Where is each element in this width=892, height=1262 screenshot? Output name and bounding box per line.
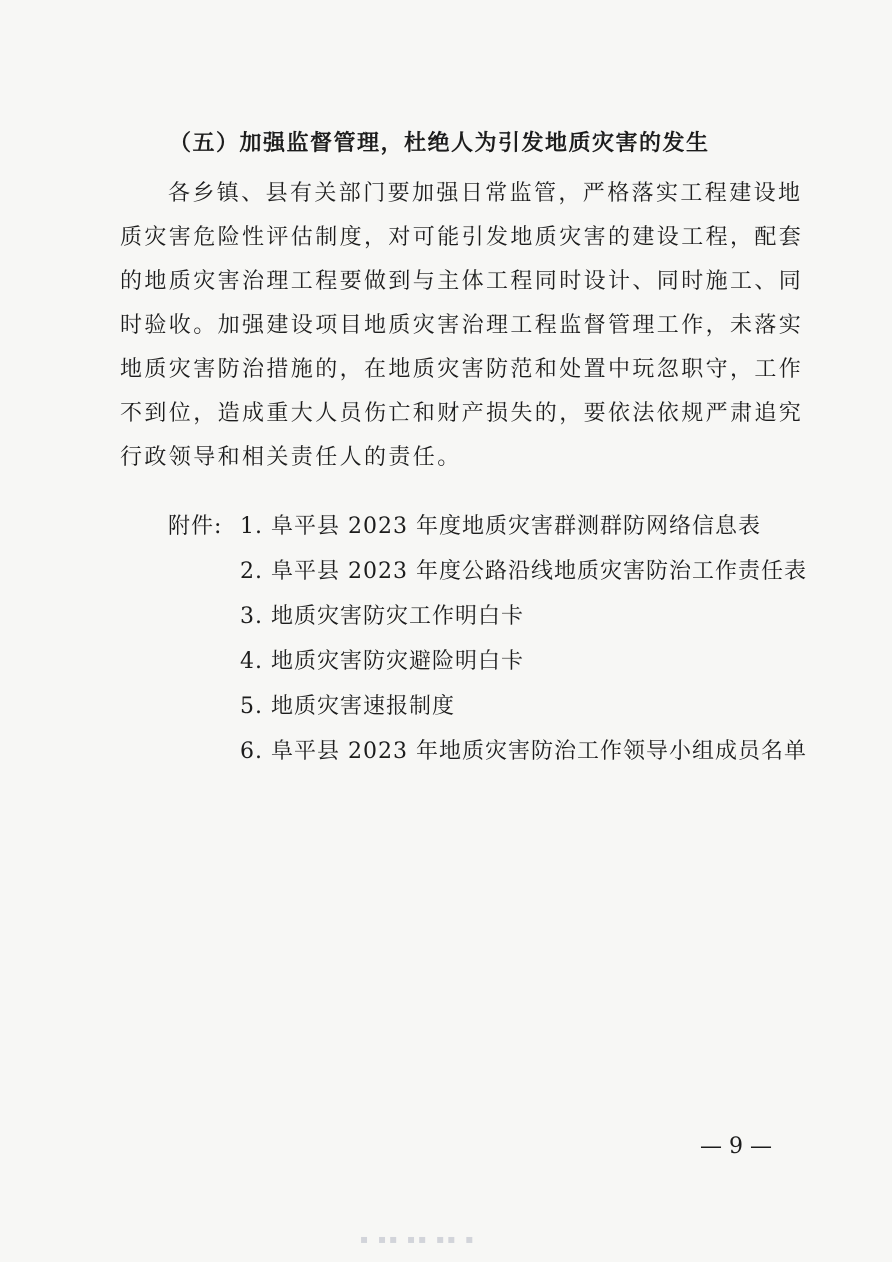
attachment-item [168,594,807,639]
attachments-list [168,504,807,774]
paragraph-line: 各乡镇、县有关部门要加强日常监管，严格落实工程建设地 [168,181,803,206]
paragraph-line: 质灾害危险性评估制度，对可能引发地质灾害的建设工程，配套 [120,225,804,250]
scan-watermark: ▪ ▪▪ ▪▪ ▪▪ ▪ [360,1232,477,1246]
attachment-item [168,639,807,684]
attachment-item [168,504,807,549]
attachment-title: 1. 阜平县 2023 年度地质灾害群测群防网络信息表 [240,514,761,539]
page-number: — 9 — [700,1134,772,1159]
attachment-item [168,729,807,774]
attachment-item [168,549,807,594]
attachment-title: 2. 阜平县 2023 年度公路沿线地质灾害防治工作责任表 [240,559,807,584]
attachment-item [168,684,807,729]
attachment-title: 4. 地质灾害防灾避险明白卡 [240,649,524,674]
attachment-title: 6. 阜平县 2023 年地质灾害防治工作领导小组成员名单 [240,739,807,764]
section-paragraph [120,172,804,480]
attachment-title: 3. 地质灾害防灾工作明白卡 [240,604,524,629]
paragraph-line: 不到位，造成重大人员伤亡和财产损失的，要依法依规严肃追究 [120,401,804,426]
paragraph-line: 时验收。加强建设项目地质灾害治理工程监督管理工作，未落实 [120,313,804,338]
paragraph-line: 地质灾害防治措施的，在地质灾害防范和处置中玩忽职守，工作 [120,357,804,382]
paragraph-line: 的地质灾害治理工程要做到与主体工程同时设计、同时施工、同 [120,269,804,294]
attachments-label: 附件: [168,514,223,539]
paragraph-line: 行政领导和相关责任人的责任。 [120,445,462,470]
attachment-title: 5. 地质灾害速报制度 [240,694,455,719]
section-heading: （五）加强监督管理，杜绝人为引发地质灾害的发生 [169,131,710,156]
